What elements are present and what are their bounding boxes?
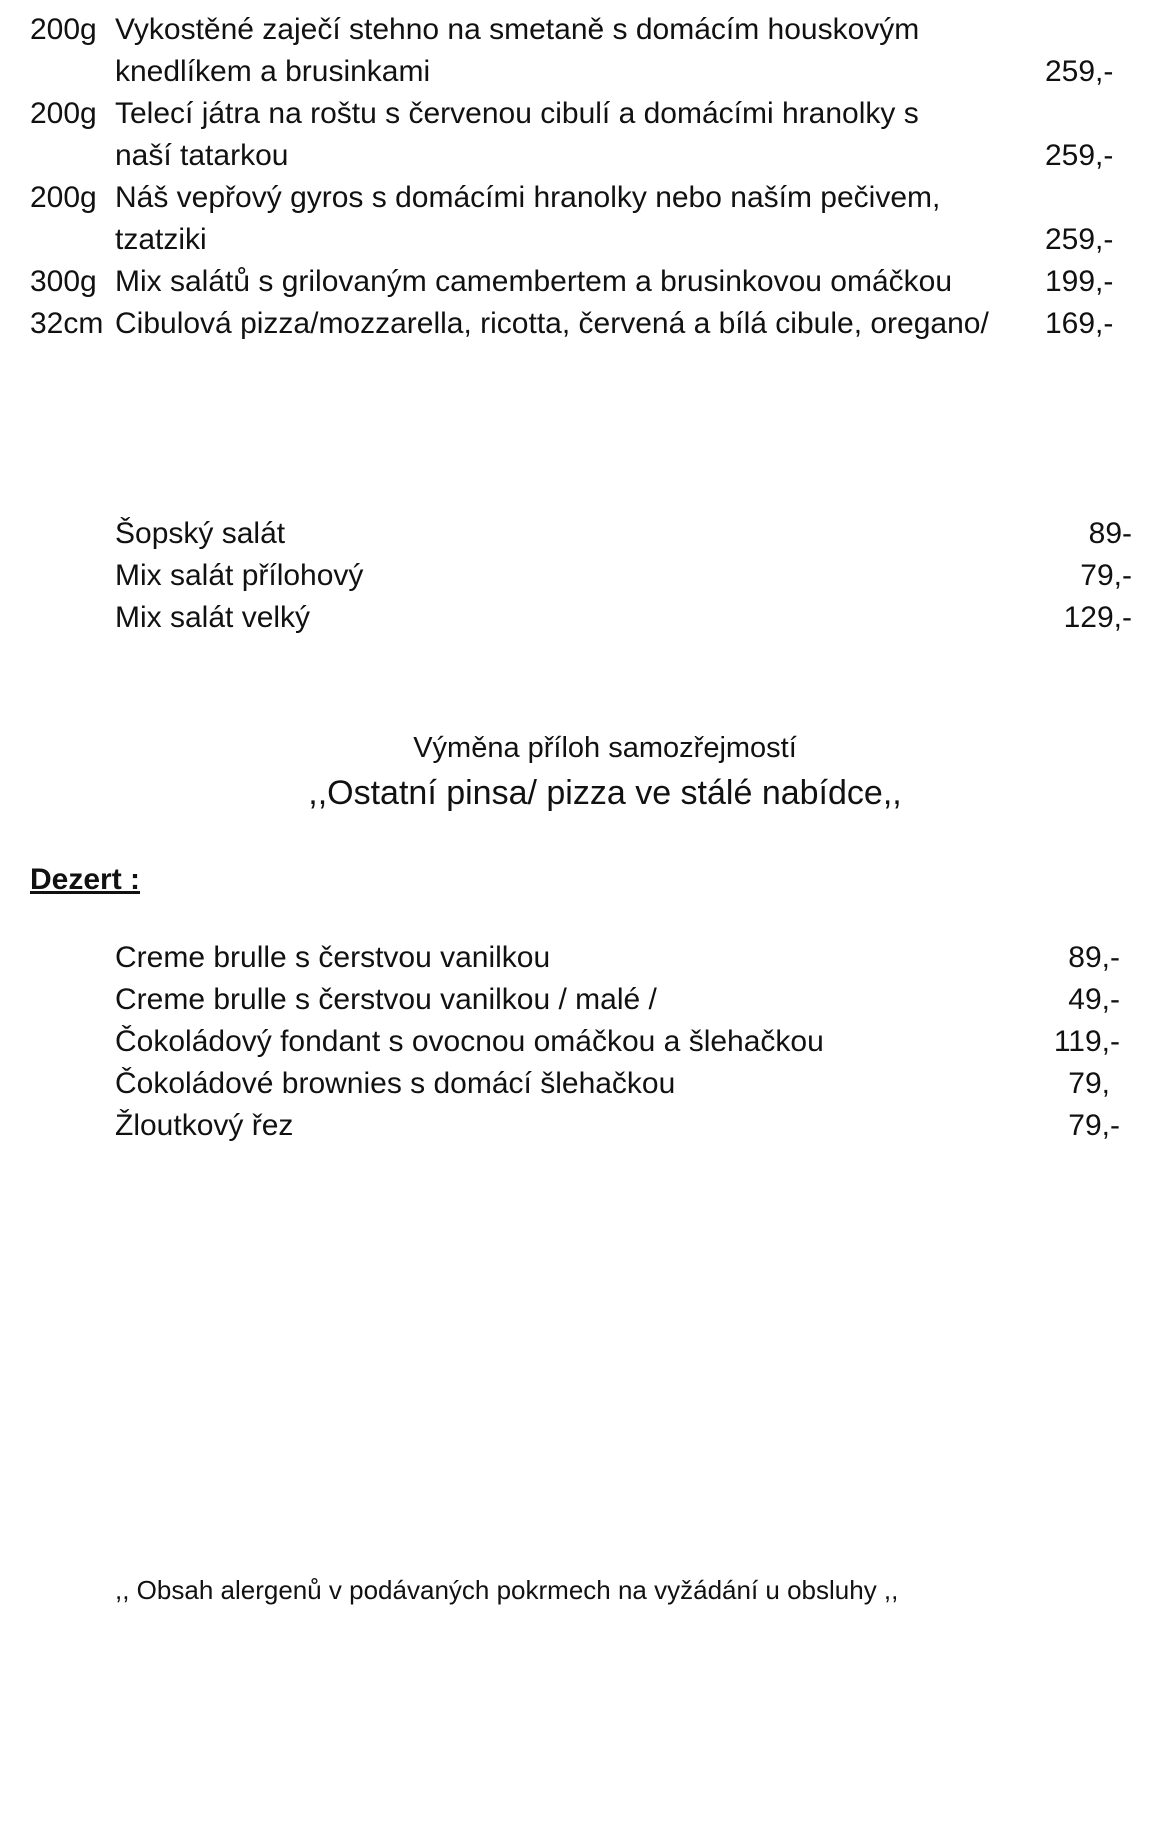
item-name-line1: Náš vepřový gyros s domácími hranolky nebo naším pečivem, (115, 181, 941, 214)
item-price: 119,- (1053, 1025, 1120, 1058)
item-price: 89,- (1068, 941, 1120, 974)
item-name-line1: Mix salátů s grilovaným camembertem a brusinkovou omáčkou (115, 265, 952, 298)
item-price: 79, (1068, 1067, 1110, 1100)
other-pizza-note: ,,Ostatní pinsa/ pizza ve stálé nabídce,, (308, 774, 902, 812)
item-name-line1: Vykostěné zaječí stehno na smetaně s domácím houskovým (115, 13, 920, 46)
item-name: Creme brulle s čerstvou vanilkou (115, 941, 551, 974)
item-weight: 200g (30, 181, 97, 214)
item-price: 259,- (1045, 139, 1114, 172)
item-price: 199,- (1045, 265, 1114, 298)
item-name: Creme brulle s čerstvou vanilkou / malé / (115, 983, 657, 1016)
item-price: 259,- (1045, 223, 1114, 256)
item-price: 79,- (1080, 559, 1132, 592)
item-weight: 32cm (30, 307, 104, 340)
item-name-line2: tzatziki (115, 223, 207, 256)
item-name: Mix salát přílohový (115, 559, 364, 592)
item-price: 259,- (1045, 55, 1114, 88)
item-price: 49,- (1068, 983, 1120, 1016)
item-name-line2: knedlíkem a brusinkami (115, 55, 431, 88)
item-name: Čokoládový fondant s ovocnou omáčkou a šlehačkou (115, 1025, 824, 1058)
item-price: 169,- (1045, 307, 1114, 340)
item-name-line2: naší tatarkou (115, 139, 289, 172)
item-name-line1: Cibulová pizza/mozzarella, ricotta, červená a bílá cibule, oregano/ (115, 307, 989, 340)
item-name: Žloutkový řez (115, 1109, 294, 1142)
item-weight: 300g (30, 265, 97, 298)
dessert-heading: Dezert : (30, 863, 141, 896)
item-name: Čokoládové brownies s domácí šlehačkou (115, 1067, 676, 1100)
item-name: Mix salát velký (115, 601, 311, 634)
item-name-line1: Telecí játra na roštu s červenou cibulí a domácími hranolky s (115, 97, 919, 130)
side-swap-note: Výměna příloh samozřejmostí (413, 732, 797, 764)
item-weight: 200g (30, 97, 97, 130)
allergen-footer: ,, Obsah alergenů v podávaných pokrmech na vyžádání u obsluhy ,, (115, 1575, 899, 1605)
item-price: 79,- (1068, 1109, 1120, 1142)
item-name: Šopský salát (115, 517, 286, 550)
item-price: 129,- (1063, 601, 1132, 634)
item-weight: 200g (30, 13, 97, 46)
item-price: 89- (1088, 517, 1132, 550)
